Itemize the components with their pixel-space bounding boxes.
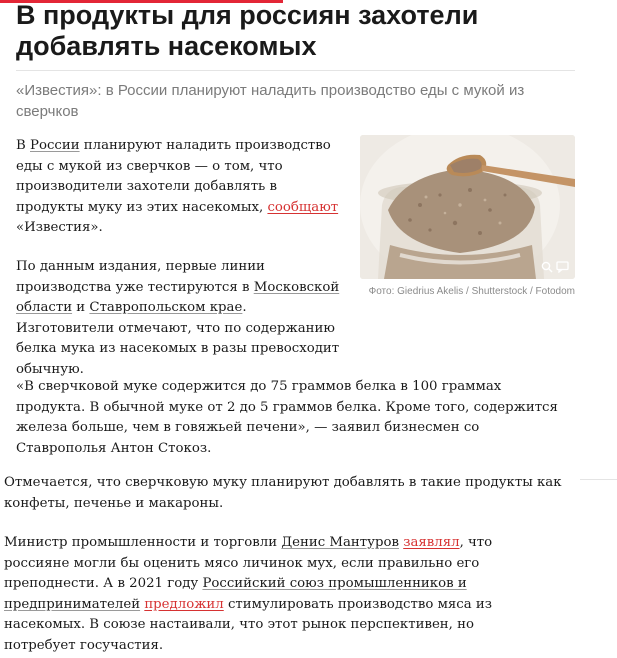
text-fragment: В (16, 138, 30, 153)
text-fragment: планируют наладить производство еды с мукой из сверчков — о том, что производители захотели добавлять в продукты муку из этих насекомых, (16, 138, 331, 215)
text-fragment: . Изготовители отмечают, что по содержанию белка мука из насекомых в разы превосходит обычную. (16, 300, 340, 377)
text-fragment: По данным издания, первые линии производства уже тестируются в (16, 259, 265, 295)
link-moscow-region[interactable]: Московской области (16, 279, 340, 316)
text-fragment: стимулировать производство мяса из насекомых. В союзе настаивали, что этот рынок перспективен, но потребует госучастия. (4, 596, 493, 653)
paragraph-3-quote: «В сверчковой муке содержится до 75 граммов белка в 100 граммах продукта. В обычной муке от 2 до 5 граммов белка. Кроме того, содержится железа больше, чем в говяжьей печени», — заявил бизнесмен со Ставрополья Антон Стокоз. (16, 379, 558, 456)
link-stavropol-krai[interactable]: Ставропольском крае (89, 300, 243, 316)
cricket-flour-jar-image (360, 135, 575, 279)
text-fragment: и (72, 300, 90, 316)
comment-icon[interactable] (556, 261, 569, 273)
link-russia[interactable]: России (30, 138, 80, 153)
link-source-report[interactable]: сообщают (267, 199, 339, 215)
link-denis-manturov[interactable]: Денис Мантуров (281, 535, 399, 550)
section-divider (580, 479, 617, 480)
text-fragment: Министр промышленности и торговли (4, 535, 282, 550)
paragraph-4: Отмечается, что сверчковую муку планируют добавлять в такие продукты как конфеты, печенье и макароны. (4, 475, 562, 511)
article-title: В продукты для россиян захотели добавлять насекомых (16, 0, 479, 61)
paragraph-1 (16, 136, 346, 239)
paragraph-2 (16, 257, 346, 381)
photo-tools (541, 261, 569, 273)
article-photo[interactable] (360, 135, 575, 279)
article-lead: «Известия»: в России планируют наладить производство еды с мукой из сверчков (16, 82, 525, 120)
title-divider (16, 70, 575, 71)
text-fragment: «Известия». (16, 220, 103, 236)
photo-caption: Фото: Giedrius Akelis / Shutterstock / Fotodom (368, 286, 575, 297)
link-proposed[interactable]: предложил (144, 596, 224, 612)
paragraph-5 (4, 533, 534, 657)
link-said[interactable]: заявлял (403, 535, 460, 550)
link-rspp[interactable]: Российский союз промышленников и предпринимателей (4, 576, 467, 612)
zoom-icon[interactable] (541, 261, 553, 273)
text-fragment: , что россияне могли бы оценить мясо личинок мух, если правильно его преподнести. А в 2021 году (4, 535, 493, 592)
